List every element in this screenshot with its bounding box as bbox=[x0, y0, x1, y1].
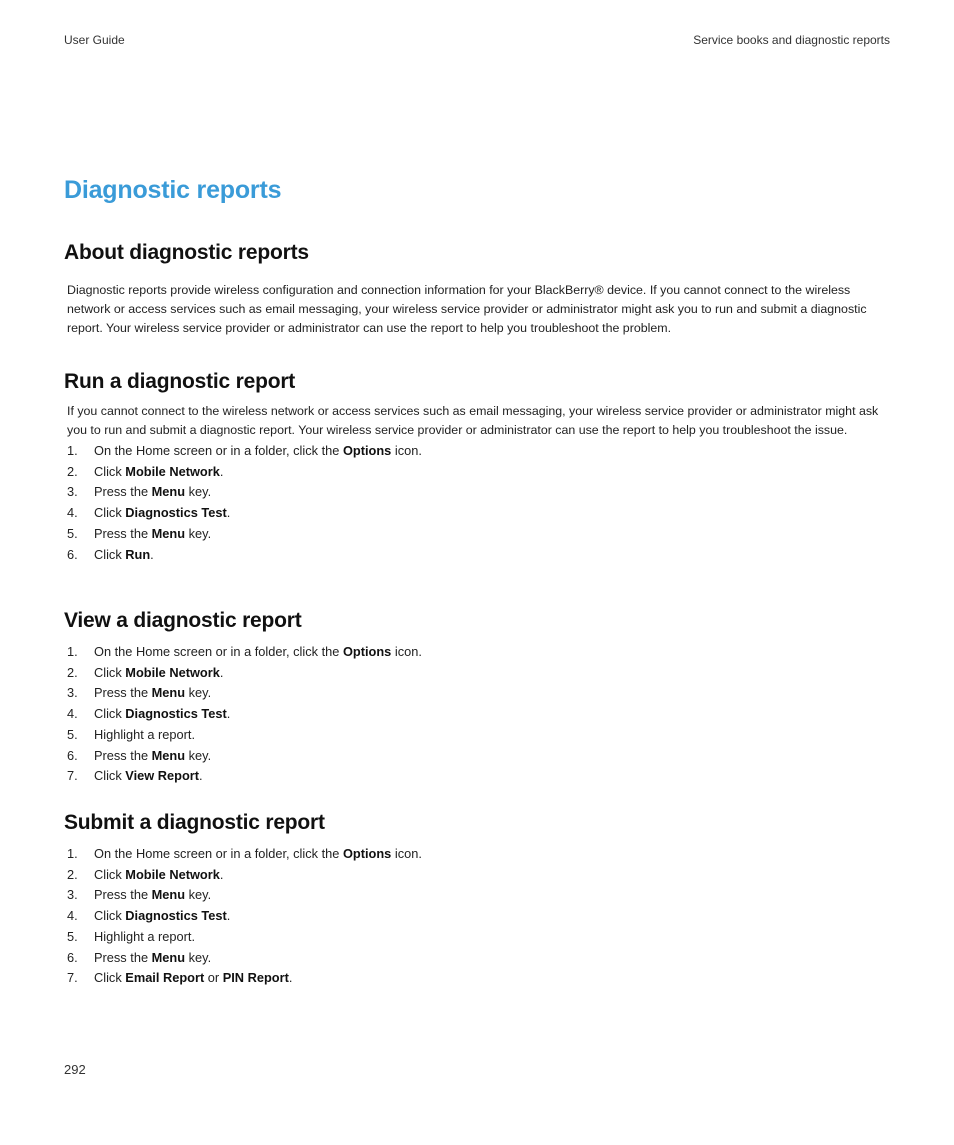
page-number: 292 bbox=[64, 1062, 86, 1077]
running-header-right: Service books and diagnostic reports bbox=[693, 33, 890, 47]
step-text: On the Home screen or in a folder, click the bbox=[94, 644, 343, 659]
step-number: 4. bbox=[67, 908, 78, 924]
step-text: Click bbox=[94, 505, 126, 521]
step-ui-term: PIN Report bbox=[222, 970, 289, 986]
about-section bbox=[64, 240, 892, 338]
list-item bbox=[67, 948, 892, 969]
step-text: icon. bbox=[391, 644, 422, 659]
list-item bbox=[67, 683, 892, 704]
step-ui-term: Menu bbox=[151, 747, 186, 763]
step-text: key. bbox=[185, 685, 212, 701]
list-item bbox=[67, 844, 892, 865]
list-item bbox=[67, 746, 892, 767]
list-item bbox=[67, 503, 892, 524]
step-text: . bbox=[226, 505, 231, 521]
step-ui-term: Options bbox=[342, 443, 392, 458]
run-steps bbox=[64, 441, 892, 565]
step-text: Press the bbox=[94, 484, 152, 500]
step-text: Click bbox=[94, 546, 126, 562]
step-number: 4. bbox=[67, 706, 78, 722]
step-text: or bbox=[204, 970, 223, 986]
step-text: . bbox=[199, 768, 203, 784]
step-number: 3. bbox=[67, 484, 78, 500]
step-number: 1. bbox=[67, 846, 78, 861]
step-text: . bbox=[150, 546, 154, 562]
step-text: On the Home screen or in a folder, click the bbox=[94, 846, 343, 861]
step-text: Click bbox=[94, 970, 126, 986]
step-number: 6. bbox=[67, 949, 78, 965]
step-ui-term: Options bbox=[342, 846, 392, 861]
step-ui-term: View Report bbox=[125, 768, 200, 784]
step-number: 3. bbox=[67, 685, 78, 701]
view-section bbox=[64, 608, 892, 787]
list-item bbox=[67, 968, 892, 989]
step-number: 5. bbox=[67, 928, 78, 944]
list-item bbox=[67, 642, 892, 663]
step-text: icon. bbox=[391, 443, 422, 458]
step-text: . bbox=[226, 908, 231, 924]
step-text: key. bbox=[185, 949, 212, 965]
step-number: 3. bbox=[67, 887, 78, 903]
step-text: . bbox=[226, 706, 231, 722]
step-text: . bbox=[219, 866, 224, 882]
step-ui-term: Menu bbox=[151, 685, 186, 701]
step-text: Press the bbox=[94, 887, 152, 903]
step-ui-term: Mobile Network bbox=[125, 463, 220, 479]
running-header-left: User Guide bbox=[64, 33, 125, 47]
step-number: 5. bbox=[67, 525, 78, 541]
list-item bbox=[67, 663, 892, 684]
step-text: . bbox=[219, 463, 224, 479]
run-section bbox=[64, 369, 892, 565]
step-number: 2. bbox=[67, 664, 78, 680]
step-number: 4. bbox=[67, 505, 78, 521]
step-text: icon. bbox=[391, 846, 422, 861]
step-number: 2. bbox=[67, 866, 78, 882]
step-text: Highlight a report. bbox=[94, 928, 196, 944]
step-text: Click bbox=[94, 866, 126, 882]
step-ui-term: Email Report bbox=[125, 970, 205, 986]
list-item bbox=[67, 482, 892, 503]
list-item bbox=[67, 704, 892, 725]
list-item bbox=[67, 865, 892, 886]
step-ui-term: Menu bbox=[151, 887, 186, 903]
submit-section bbox=[64, 810, 892, 989]
step-text: Press the bbox=[94, 525, 152, 541]
list-item bbox=[67, 441, 892, 462]
step-number: 5. bbox=[67, 726, 78, 742]
step-ui-term: Mobile Network bbox=[125, 664, 220, 680]
step-text: Click bbox=[94, 706, 126, 722]
step-text: key. bbox=[185, 525, 212, 541]
step-text: . bbox=[219, 664, 224, 680]
step-text: Press the bbox=[94, 949, 152, 965]
step-text: key. bbox=[185, 484, 212, 500]
step-number: 6. bbox=[67, 546, 78, 562]
step-number: 7. bbox=[67, 768, 78, 784]
step-number: 7. bbox=[67, 970, 78, 986]
step-text: key. bbox=[185, 887, 212, 903]
step-number: 1. bbox=[67, 644, 78, 659]
list-item bbox=[67, 545, 892, 566]
view-steps bbox=[64, 642, 892, 787]
step-text: On the Home screen or in a folder, click the bbox=[94, 443, 343, 458]
step-text: Highlight a report. bbox=[94, 726, 196, 742]
run-intro: If you cannot connect to the wireless network or access services such as email messaging, your wireless service provider or administrator might ask you to run and submit a diagnostic report. Your wireless service provider or administrator can use the report to help you troubleshoot the issue. bbox=[67, 404, 879, 437]
submit-heading: Submit a diagnostic report bbox=[64, 811, 325, 834]
list-item bbox=[67, 885, 892, 906]
step-ui-term: Menu bbox=[151, 484, 186, 500]
step-text: Click bbox=[94, 463, 126, 479]
view-heading: View a diagnostic report bbox=[64, 609, 302, 632]
step-number: 2. bbox=[67, 463, 78, 479]
step-text: . bbox=[288, 970, 293, 986]
list-item bbox=[67, 927, 892, 948]
step-ui-term: Menu bbox=[151, 949, 186, 965]
submit-steps bbox=[64, 844, 892, 989]
list-item bbox=[67, 462, 892, 483]
step-text: Press the bbox=[94, 685, 152, 701]
about-body: Diagnostic reports provide wireless configuration and connection information for your BlackBerry® device. If you cannot connect to the wireless network or access services such as email messaging, your wireless service provider or administrator might ask you to run and submit a diagnostic report. Your wireless service provider or administrator can use the report to help you troubleshoot the problem. bbox=[67, 283, 867, 335]
step-number: 1. bbox=[67, 443, 78, 458]
list-item bbox=[67, 906, 892, 927]
step-text: Click bbox=[94, 768, 126, 784]
step-text: Click bbox=[94, 664, 126, 680]
step-number: 6. bbox=[67, 747, 78, 763]
step-ui-term: Mobile Network bbox=[125, 866, 220, 882]
step-ui-term: Options bbox=[342, 644, 392, 659]
list-item bbox=[67, 725, 892, 746]
step-text: Click bbox=[94, 908, 126, 924]
run-heading: Run a diagnostic report bbox=[64, 370, 296, 393]
step-ui-term: Diagnostics Test bbox=[125, 505, 227, 521]
step-ui-term: Diagnostics Test bbox=[125, 706, 227, 722]
step-text: key. bbox=[185, 747, 212, 763]
list-item bbox=[67, 524, 892, 545]
step-ui-term: Diagnostics Test bbox=[125, 908, 227, 924]
step-text: Press the bbox=[94, 747, 152, 763]
step-ui-term: Run bbox=[125, 546, 151, 562]
chapter-title: Diagnostic reports bbox=[64, 176, 282, 204]
about-heading: About diagnostic reports bbox=[64, 241, 309, 264]
step-ui-term: Menu bbox=[151, 525, 186, 541]
list-item bbox=[67, 766, 892, 787]
